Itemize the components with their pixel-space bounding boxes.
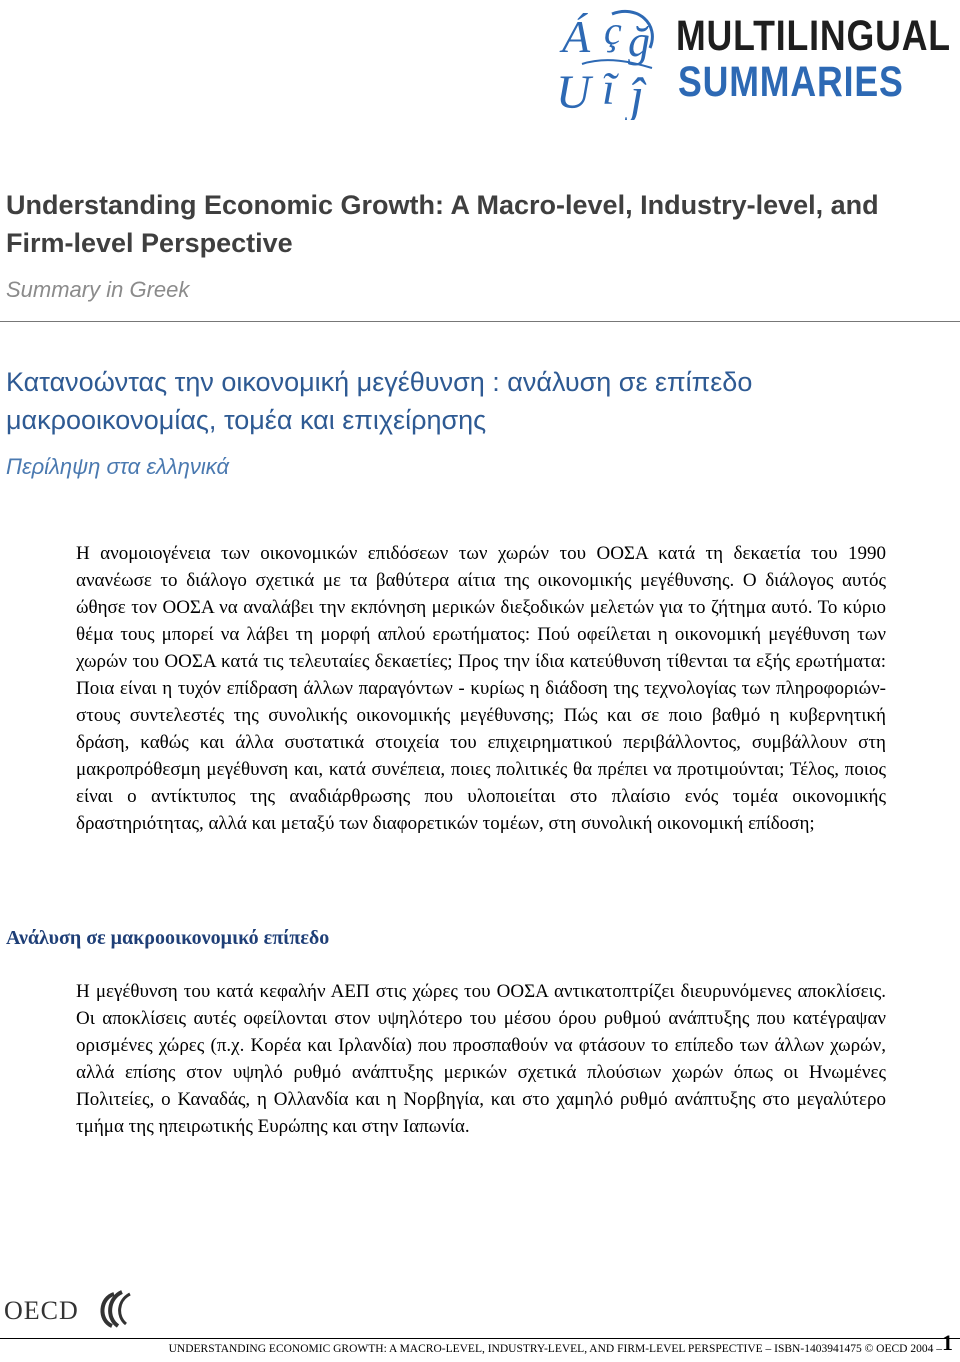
english-title: Understanding Economic Growth: A Macro-level, Industry-level, and Firm-level Perspective — [6, 190, 879, 258]
greek-subtitle: Περίληψη στα ελληνικά — [6, 454, 230, 479]
english-subtitle: Summary in Greek — [6, 277, 190, 302]
oecd-logo-text: OECD — [4, 1296, 79, 1325]
greek-title: Κατανοώντας την οικονομική μεγέθυνση : ανάλυση σε επίπεδο μακροοικονομίας, τομέα και επιχείρησης — [6, 367, 753, 435]
multilingual-summaries-logo — [552, 4, 956, 120]
footer-text: UNDERSTANDING ECONOMIC GROWTH: A MACRO-LEVEL, INDUSTRY-LEVEL, AND FIRM-LEVEL PERSPECTIVE – ISBN-1403941475 © OECD 2004 – — [168, 1343, 942, 1355]
oecd-swirl-icon — [92, 1290, 136, 1330]
header-divider — [0, 321, 960, 322]
intro-paragraph: Η ανομοιογένεια των οικονομικών επιδόσεων των χωρών του ΟΟΣΑ κατά τη δεκαετία του 1990 ανανέωσε το διάλογο σχετικά με τα βαθύτερα αίτια της οικονομικής μεγέθυνσης. Ο διάλογος αυτός ώθησε τον ΟΟΣΑ να αναλάβει την εκπόνηση μερικών διεξοδικών μελετών για το ζήτημα αυτό. Το κύριο θέμα τους μπορεί να λάβει τη μορφή απλού ερωτήματος: Πού οφείλεται η οικονομική μεγέθυνση των χωρών του ΟΟΣΑ κατά τις τελευταίες δεκαετίες; Προς την ίδια κατεύθυνση τίθενται τα εξής ερωτήματα: Ποια είναι η τυχόν επίδραση άλλων παραγόντων - κυρίως η διάδοση της τεχνολογίας των πληροφοριών- στους συντελεστές της συνολικής οικονομικής μεγέθυνσης; Πώς και σε ποιο βαθμό η κυβερνητική δράση, καθώς και άλλα συστατικά στοιχεία του επιχειρηματικού περιβάλλοντος, συμβάλλουν στη μακροπρόθεσμη μεγέθυνση και, κατά συνέπεια, ποιες πολιτικές θα πρέπει να προτιμούνται; Τέλος, ποιος είναι ο αντίκτυπος της αναδιάρθρωσης που υλοποιείται στο πλαίσιο ενός τομέα οικονομικής δραστηριότητας, αλλά και μεταξύ των διαφορετικών τομέων, στη συνολική οικονομική επίδοση; — [76, 543, 886, 834]
svg-text:Á: Á — [562, 11, 591, 62]
page-number: 1 — [942, 1330, 953, 1355]
svg-text:U: U — [556, 66, 591, 119]
section-paragraph: Η μεγέθυνση του κατά κεφαλήν ΑΕΠ στις χώρες του ΟΟΣΑ αντικατοπτρίζει διευρυνόμενες αποκλίσεις. Οι αποκλίσεις αυτές οφείλονται στον υψηλότερο του μέσου όρου ρυθμού ανάπτυξης που κατέγραψαν ορισμένες χώρες (π.χ. Κορέα και Ιρλανδία) που προσπαθούν να φτάσουν το επίπεδο των άλλων χωρών, αλλά επίσης στον υψηλό ρυθμό ανάπτυξης μερικών σχετικά πλούσιων χωρών όπως οι Ηνωμένες Πολιτείες, ο Καναδάς, η Ολλανδία και η Νορβηγία, και στο χαμηλό ρυθμό ανάπτυξης στο μεγαλύτερο τμήμα της ηπειρωτικής Ευρώπης και στην Ιαπωνία. — [76, 981, 886, 1137]
svg-text:ğ: ğ — [628, 17, 650, 66]
svg-text:ĵ: ĵ — [630, 67, 644, 120]
oecd-logo — [4, 1290, 144, 1340]
footer-divider — [0, 1338, 960, 1339]
logo-word-multilingual: MULTILINGUAL — [676, 12, 951, 60]
svg-text:ĩ: ĩ — [602, 63, 615, 114]
letters-logo-icon — [552, 4, 676, 120]
svg-text:ç: ç — [604, 8, 622, 53]
logo-word-summaries: SUMMARIES — [678, 58, 904, 106]
section-heading: Ανάλυση σε μακροοικονομικό επίπεδο — [6, 927, 330, 949]
